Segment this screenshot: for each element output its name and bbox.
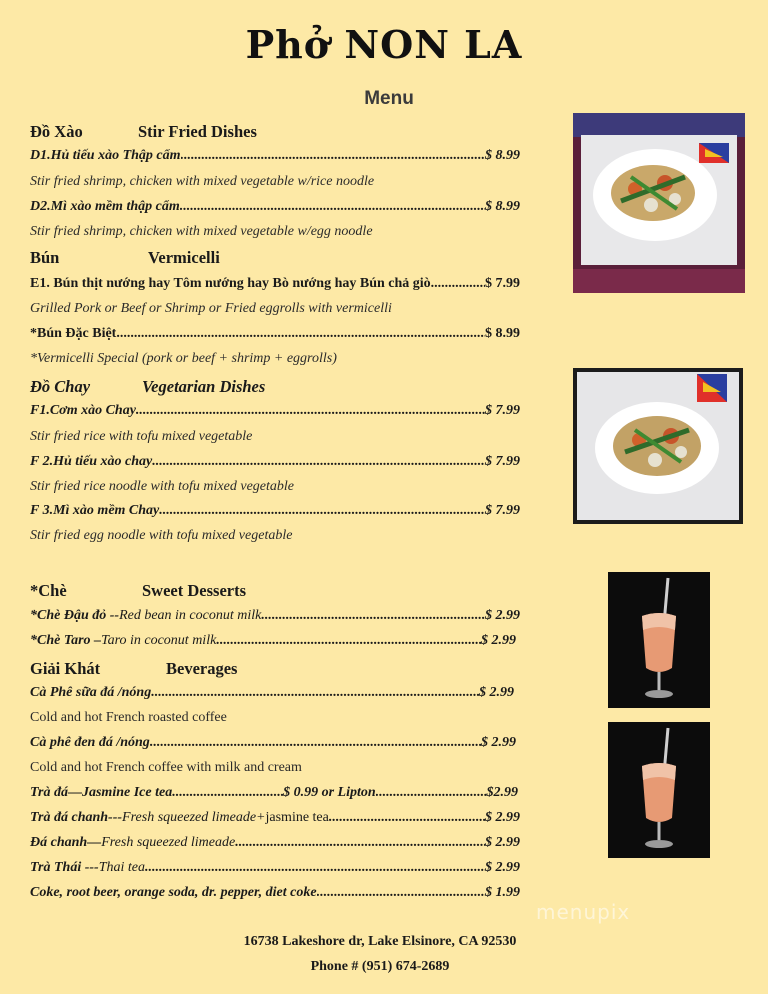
- menu-item-f2: [30, 454, 520, 470]
- item-description: Stir fried shrimp, chicken with mixed vegetable w/rice noodle: [30, 174, 375, 189]
- item-price: $ 2.99: [485, 835, 520, 850]
- item-price: $ 7.99: [485, 276, 520, 291]
- item-description: Stir fried rice noodle with tofu mixed vegetable: [30, 479, 294, 494]
- section-stir-fried: [30, 122, 257, 142]
- item-price: $ 2.99: [479, 685, 514, 700]
- item-subtitle: Taro in coconut milk: [101, 633, 217, 648]
- menu-item-tra-thai: [30, 860, 520, 876]
- item-alt-price: $ 0.99 or Lipton: [283, 785, 376, 800]
- item-price: $ 1.99: [485, 885, 520, 900]
- section-desserts: [30, 581, 247, 601]
- section-en-label: Stir Fried Dishes: [138, 122, 257, 141]
- menu-item-bun-dac-biet: [30, 326, 520, 342]
- menu-item-d1: [30, 148, 520, 164]
- item-price: $ 8.99: [485, 199, 520, 214]
- menu-item-che-dau-do: [30, 608, 520, 624]
- item-name: Coke, root beer, orange soda, dr. pepper, diet coke: [30, 885, 317, 900]
- item-name: F1.Cơm xào Chay: [30, 403, 136, 418]
- watermark: menupix: [536, 900, 631, 924]
- item-price: $ 7.99: [485, 503, 520, 518]
- menu-item-tra-da-chanh: [30, 810, 520, 826]
- item-price: $ 8.99: [485, 148, 520, 163]
- item-name: Trà Thái ---: [30, 860, 99, 875]
- menu-item-ca-phe-sua: [30, 685, 514, 701]
- item-price: $ 2.99: [481, 735, 516, 750]
- menu-item-soda: [30, 885, 520, 901]
- menu-item-f1: [30, 403, 520, 419]
- menu-item-f3: [30, 503, 520, 519]
- phone-number: Phone # (951) 674-2689: [310, 959, 450, 974]
- menu-item-da-chanh: [30, 835, 520, 851]
- restaurant-title: Phở NON LA: [245, 22, 523, 67]
- menu-item-tra-da: [30, 785, 518, 801]
- item-name: Trà đá—Jasmine Ice tea: [30, 785, 173, 800]
- item-subtitle: Fresh squeezed limeade+: [122, 810, 266, 825]
- item-price: $ 7.99: [485, 454, 520, 469]
- item-name: D2.Mì xào mềm thập cẩm: [30, 199, 180, 214]
- section-vi-label: Giải Khát: [30, 659, 101, 678]
- item-name: Cà Phê sữa đá /nóng: [30, 685, 152, 700]
- section-vi-label: Đồ Xào: [30, 122, 83, 141]
- item-price: $2.99: [486, 785, 519, 800]
- section-vi-label: Đồ Chay: [30, 377, 91, 396]
- item-subtitle: Fresh squeezed limeade: [101, 835, 236, 850]
- item-description: Cold and hot French coffee with milk and cream: [30, 760, 302, 775]
- item-name: *Bún Đặc Biệt: [30, 326, 117, 341]
- menu-heading: Menu: [364, 88, 414, 109]
- vegetarian-dish-photo: [573, 368, 743, 524]
- item-description: Stir fried egg noodle with tofu mixed vegetable: [30, 528, 293, 543]
- section-en-label: Beverages: [166, 659, 238, 678]
- item-subtitle: Thai tea: [98, 860, 145, 875]
- beverage-drink-photo: [608, 722, 710, 858]
- menu-item-che-taro: [30, 633, 516, 649]
- item-name: Trà đá chanh---: [30, 810, 123, 825]
- menu-item-d2: [30, 199, 520, 215]
- item-name: Cà phê đen đá /nóng: [30, 735, 150, 750]
- item-subtitle-extra: jasmine tea: [265, 810, 329, 825]
- item-description: *Vermicelli Special (pork or beef + shrimp + eggrolls): [30, 351, 337, 366]
- item-name: F 2.Hủ tiếu xào chay: [30, 454, 153, 469]
- item-description: Stir fried shrimp, chicken with mixed vegetable w/egg noodle: [30, 224, 373, 239]
- item-price: $ 2.99: [481, 633, 516, 648]
- item-price: $ 2.99: [485, 860, 520, 875]
- menu-item-ca-phe-den: [30, 735, 516, 751]
- item-name: E1. Bún thịt nướng hay Tôm nướng hay Bò nướng hay Bún chả giò: [30, 276, 431, 291]
- section-vegetarian: [30, 377, 266, 397]
- section-vi-label: Bún: [30, 248, 60, 267]
- item-price: $ 7.99: [485, 403, 520, 418]
- section-beverages: [30, 659, 238, 679]
- item-name: F 3.Mì xào mềm Chay: [30, 503, 160, 518]
- dessert-drink-photo: [608, 572, 710, 708]
- item-name: Đá chanh—: [30, 835, 102, 850]
- stir-fried-dish-photo: [573, 113, 745, 293]
- address: 16738 Lakeshore dr, Lake Elsinore, CA 92530: [243, 934, 517, 949]
- section-en-label: Sweet Desserts: [142, 581, 247, 600]
- section-vi-label: *Chè: [30, 581, 67, 600]
- item-name: *Chè Đậu đỏ --: [30, 608, 120, 623]
- section-en-label: Vegetarian Dishes: [142, 377, 266, 396]
- item-description: Grilled Pork or Beef or Shrimp or Fried eggrolls with vermicelli: [30, 301, 392, 316]
- item-price: $ 2.99: [485, 810, 520, 825]
- item-price: $ 2.99: [485, 608, 520, 623]
- menu-item-e1: [30, 276, 520, 292]
- item-name: D1.Hủ tiếu xào Thập cẩm: [30, 148, 181, 163]
- item-subtitle: Red bean in coconut milk: [119, 608, 262, 623]
- section-vermicelli: [30, 248, 220, 268]
- section-en-label: Vermicelli: [148, 248, 220, 267]
- item-description: Stir fried rice with tofu mixed vegetable: [30, 429, 253, 444]
- item-name: *Chè Taro –: [30, 633, 102, 648]
- item-description: Cold and hot French roasted coffee: [30, 710, 227, 725]
- item-price: $ 8.99: [485, 326, 520, 341]
